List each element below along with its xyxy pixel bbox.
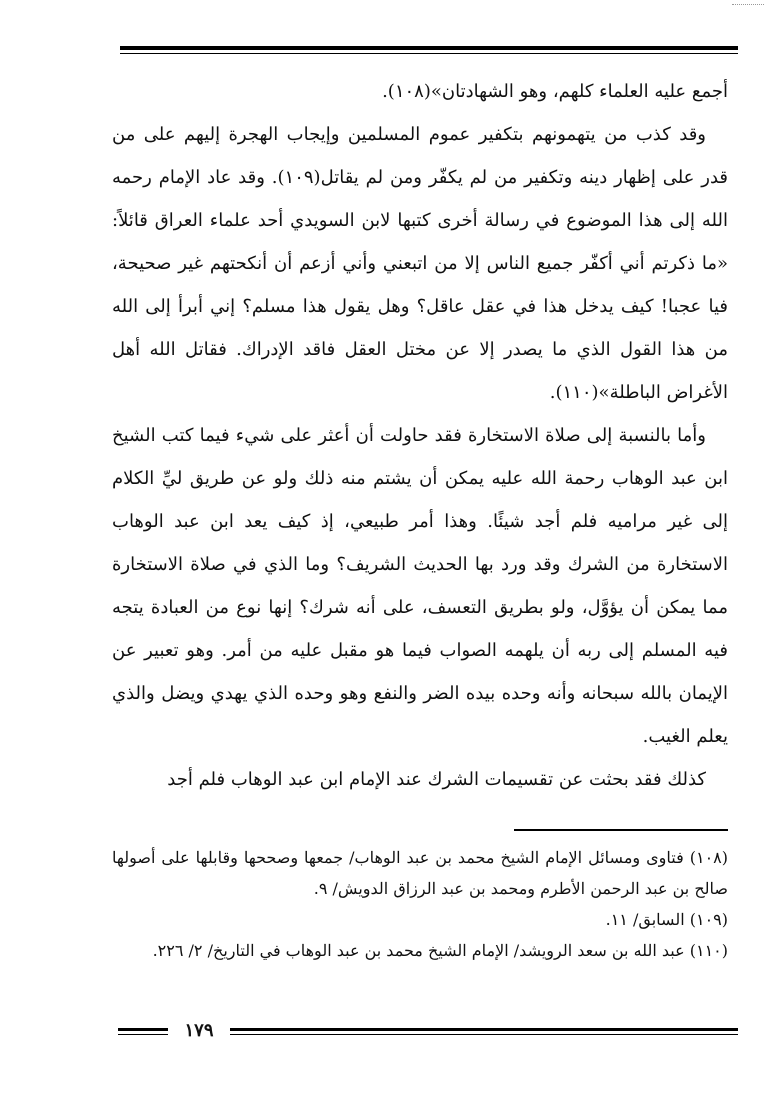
corner-dotted-mark — [732, 4, 764, 5]
footer-rule-left — [118, 1028, 168, 1031]
page-number: ١٧٩ — [184, 1020, 214, 1041]
footnote-110: (١١٠) عبد الله بن سعد الرويشد/ الإمام الشيخ محمد بن عبد الوهاب في التاريخ/ ٢/ ٢٢٦. — [152, 941, 728, 960]
paragraph-1: أجمع عليه العلماء كلهم، وهو الشهادتان»(١٠٨). — [382, 81, 728, 102]
paragraph-4: كذلك فقد بحثت عن تقسيمات الشرك عند الإمام ابن عبد الوهاب فلم أجد — [167, 769, 706, 790]
footer-rule-right — [230, 1028, 738, 1031]
footnotes — [112, 842, 728, 966]
paragraph-3: وأما بالنسبة إلى صلاة الاستخارة فقد حاولت أن أعثر على شيء فيما كتب الشيخ ابن عبد الوهاب رحمة الله عليه يمكن أن يشتم منه ذلك ولو عن طريق ليِّ الكلام إلى غير مراميه فلم أجد شيئًا. وهذا أمر طبيعي، إذ كيف يعد ابن عبد الوهاب الاستخارة من الشرك وقد ورد بها الحديث الشريف؟ وما الذي في صلاة الاستخارة مما يمكن أن يؤوَّل، ولو بطريق التعسف، على أنه شرك؟ إنها نوع من العبادة يتجه فيه المسلم إلى ربه أن يلهمه الصواب فيما هو مقبل عليه من أمر. وهو تعبير عن الإيمان بالله سبحانه وأنه وحده بيده الضر والنفع وهو وحده الذي يهدي ويضل والذي يعلم الغيب. — [112, 425, 728, 747]
main-text — [112, 70, 728, 801]
page-footer — [118, 1019, 738, 1043]
footnote-109: (١٠٩) السابق/ ١١. — [605, 910, 728, 929]
footnote-108: (١٠٨) فتاوى ومسائل الإمام الشيخ محمد بن عبد الوهاب/ جمعها وصححها وقابلها على أصولها صالح بن عبد الرحمن الأطرم ومحمد بن عبد الرزاق الدويش/ ٩. — [112, 848, 728, 898]
footnote-separator — [514, 829, 728, 831]
paragraph-2: وقد كذب من يتهمونهم بتكفير عموم المسلمين وإيجاب الهجرة إليهم على من قدر على إظهار دينه وتكفير من لم يكفّر ومن لم يقاتل(١٠٩). وقد عاد الإمام رحمه الله إلى هذا الموضوع في رسالة أخرى كتبها لابن السويدي أحد علماء العراق قائلاً: «ما ذكرتم أني أكفّر جميع الناس إلا من اتبعني وأني أزعم أن أنكحتهم غير صحيحة، فيا عجبا! كيف يدخل هذا في عقل عاقل؟ وهل يقول هذا مسلم؟ إني أبرأ إلى الله من هذا القول الذي ما يصدر إلا عن مختل العقل فاقد الإدراك. فقاتل الله أهل الأغراض الباطلة»(١١٠). — [112, 124, 729, 403]
header-rule — [120, 46, 738, 50]
